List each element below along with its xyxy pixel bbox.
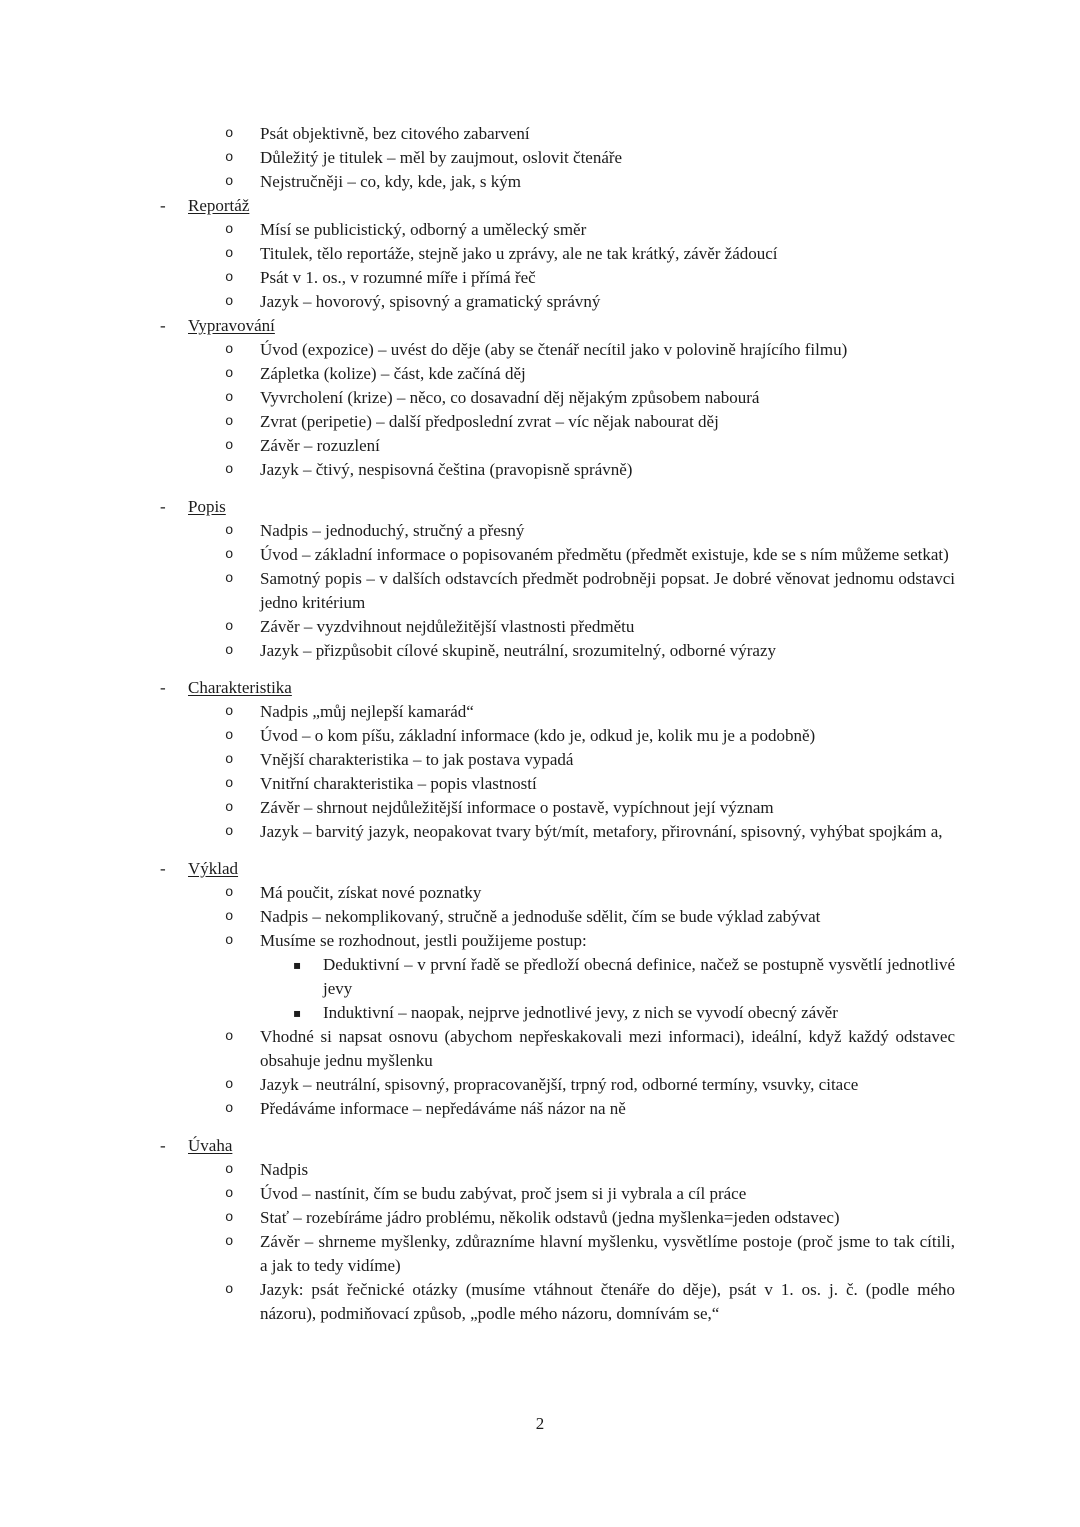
- list-item-text: Zápletka (kolize) – část, kde začíná děj: [260, 364, 526, 383]
- dash-bullet-icon: -: [160, 497, 166, 516]
- circle-bullet-icon: o: [225, 704, 234, 720]
- list-item-text: Vhodné si napsat osnovu (abychom nepřeskakovali mezi informaci), ideální, když každý odstavec obsahuje jednu myšlenku: [260, 1027, 955, 1070]
- list-item-text: Nadpis – nekomplikovaný, stručně a jednoduše sdělit, čím se bude výklad zabývat: [260, 907, 821, 926]
- list-item-text: Úvod – o kom píšu, základní informace (kdo je, odkud je, kolik mu je a podobně): [260, 726, 816, 745]
- circle-bullet-icon: o: [225, 270, 234, 286]
- circle-bullet-icon: o: [225, 909, 234, 925]
- list-item: [0, 519, 1080, 543]
- list-item: [0, 170, 1080, 194]
- dash-bullet-icon: -: [160, 196, 166, 215]
- list-item-text: Jazyk: psát řečnické otázky (musíme vtáhnout čtenáře do děje), psát v 1. os. j. č. (podle mého názoru), podmiňovací způsob, „podle mého názoru, domnívám se,“: [260, 1280, 955, 1323]
- document-section: [0, 314, 1080, 482]
- section-title: Reportáž: [188, 196, 250, 215]
- circle-bullet-icon: o: [225, 643, 234, 659]
- document-section: [0, 857, 1080, 1121]
- section-title: Vypravování: [188, 316, 275, 335]
- list-item-text: Vnitřní charakteristika – popis vlastností: [260, 774, 537, 793]
- list-item-text: Psát objektivně, bez citového zabarvení: [260, 124, 530, 143]
- circle-bullet-icon: o: [225, 174, 234, 190]
- list-item-text: Důležitý je titulek – měl by zaujmout, oslovit čtenáře: [260, 148, 623, 167]
- list-item-text: Vyvrcholení (krize) – něco, co dosavadní děj nějakým způsobem nabourá: [260, 388, 760, 407]
- circle-bullet-icon: o: [225, 126, 234, 142]
- list-item-text: Zvrat (peripetie) – další předposlední zvrat – víc nějak nabourat děj: [260, 412, 719, 431]
- list-item: [0, 338, 1080, 362]
- section-heading-row: [0, 194, 1080, 218]
- document-section: [0, 194, 1080, 314]
- list-item-text: Deduktivní – v první řadě se předloží obecná definice, načež se postupně vysvětlí jednotlivé jevy: [323, 955, 955, 998]
- list-item: [0, 1206, 1080, 1230]
- list-item-text: Samotný popis – v dalších odstavcích předmět podrobněji popsat. Je dobré věnovat jednomu odstavci jedno kritérium: [260, 569, 955, 612]
- circle-bullet-icon: o: [225, 776, 234, 792]
- circle-bullet-icon: o: [225, 1282, 234, 1298]
- dash-bullet-icon: -: [160, 316, 166, 335]
- list-item-text: Nadpis „můj nejlepší kamarád“: [260, 702, 474, 721]
- circle-bullet-icon: o: [225, 752, 234, 768]
- list-item: [0, 772, 1080, 796]
- circle-bullet-icon: o: [225, 438, 234, 454]
- list-item-text: Induktivní – naopak, nejprve jednotlivé jevy, z nich se vyvodí obecný závěr: [323, 1003, 838, 1022]
- list-item-text: Psát v 1. os., v rozumné míře i přímá řeč: [260, 268, 536, 287]
- list-item: [0, 266, 1080, 290]
- list-item-text: Nejstručněji – co, kdy, kde, jak, s kým: [260, 172, 521, 191]
- circle-bullet-icon: o: [225, 619, 234, 635]
- circle-bullet-icon: o: [225, 1162, 234, 1178]
- list-item: [0, 458, 1080, 482]
- list-item: [0, 796, 1080, 820]
- list-item-text: Závěr – rozuzlení: [260, 436, 380, 455]
- section-heading-row: [0, 676, 1080, 700]
- list-item: [0, 615, 1080, 639]
- document-content: [0, 122, 1080, 1326]
- square-bullet-icon: ▪: [293, 958, 302, 972]
- section-title: Výklad: [188, 859, 239, 878]
- list-item: [0, 881, 1080, 905]
- circle-bullet-icon: o: [225, 1101, 234, 1117]
- circle-bullet-icon: o: [225, 1186, 234, 1202]
- circle-bullet-icon: o: [225, 571, 234, 587]
- circle-bullet-icon: o: [225, 390, 234, 406]
- list-item: [0, 1097, 1080, 1121]
- list-item: [0, 700, 1080, 724]
- circle-bullet-icon: o: [225, 523, 234, 539]
- circle-bullet-icon: o: [225, 547, 234, 563]
- list-item: [0, 543, 1080, 567]
- circle-bullet-icon: o: [225, 366, 234, 382]
- list-item: [0, 724, 1080, 748]
- list-item: [0, 362, 1080, 386]
- list-item: [0, 1025, 1080, 1073]
- circle-bullet-icon: o: [225, 885, 234, 901]
- list-item-text: Mísí se publicistický, odborný a umělecký směr: [260, 220, 587, 239]
- page-number: 2: [535, 1414, 545, 1433]
- list-item: [0, 410, 1080, 434]
- list-item: [0, 146, 1080, 170]
- list-item-text: Jazyk – neutrální, spisovný, propracovanější, trpný rod, odborné termíny, vsuvky, citace: [260, 1075, 859, 1094]
- circle-bullet-icon: o: [225, 150, 234, 166]
- section-heading-row: [0, 495, 1080, 519]
- circle-bullet-icon: o: [225, 1210, 234, 1226]
- list-item: [0, 905, 1080, 929]
- list-item-text: Jazyk – barvitý jazyk, neopakovat tvary být/mít, metafory, přirovnání, spisovný, vyhýbat spojkám a,: [260, 822, 943, 841]
- list-item: [0, 1278, 1080, 1326]
- dash-bullet-icon: -: [160, 1136, 166, 1155]
- list-item-text: Vnější charakteristika – to jak postava vypadá: [260, 750, 574, 769]
- list-item-text: Jazyk – hovorový, spisovný a gramatický správný: [260, 292, 601, 311]
- list-item: [0, 242, 1080, 266]
- circle-bullet-icon: o: [225, 1077, 234, 1093]
- list-item-text: Jazyk – přizpůsobit cílové skupině, neutrální, srozumitelný, odborné výrazy: [260, 641, 777, 660]
- list-item-text: Předáváme informace – nepředáváme náš názor na ně: [260, 1099, 626, 1118]
- list-item: [0, 639, 1080, 663]
- list-item-text: Závěr – shrnout nejdůležitější informace o postavě, vypíchnout její význam: [260, 798, 774, 817]
- square-bullet-icon: ▪: [293, 1006, 302, 1020]
- list-item-text: Titulek, tělo reportáže, stejně jako u zprávy, ale ne tak krátký, závěr žádoucí: [260, 244, 778, 263]
- section-heading-row: [0, 857, 1080, 881]
- circle-bullet-icon: o: [225, 414, 234, 430]
- list-item: [0, 218, 1080, 242]
- document-section: [0, 495, 1080, 663]
- dash-bullet-icon: -: [160, 859, 166, 878]
- list-item-text: Má poučit, získat nové poznatky: [260, 883, 482, 902]
- list-item: [0, 1001, 1080, 1025]
- list-item: [0, 953, 1080, 1001]
- list-item: [0, 820, 1080, 844]
- list-item: [0, 929, 1080, 953]
- list-item: [0, 1158, 1080, 1182]
- circle-bullet-icon: o: [225, 246, 234, 262]
- circle-bullet-icon: o: [225, 800, 234, 816]
- circle-bullet-icon: o: [225, 294, 234, 310]
- list-item-text: Stať – rozebíráme jádro problému, několik odstavů (jedna myšlenka=jeden odstavec): [260, 1208, 840, 1227]
- list-item: [0, 1073, 1080, 1097]
- list-item-text: Úvod – základní informace o popisovaném předmětu (předmět existuje, kde se s ním můžeme setkat): [260, 545, 949, 564]
- list-item-text: Závěr – vyzdvihnout nejdůležitější vlastnosti předmětu: [260, 617, 635, 636]
- document-section: [0, 122, 1080, 194]
- section-heading-row: [0, 1134, 1080, 1158]
- list-item-text: Musíme se rozhodnout, jestli použijeme postup:: [260, 931, 587, 950]
- list-item: [0, 386, 1080, 410]
- list-item: [0, 1182, 1080, 1206]
- document-section: [0, 676, 1080, 844]
- dash-bullet-icon: -: [160, 678, 166, 697]
- list-item-text: Úvod – nastínit, čím se budu zabývat, proč jsem si ji vybrala a cíl práce: [260, 1184, 747, 1203]
- circle-bullet-icon: o: [225, 933, 234, 949]
- circle-bullet-icon: o: [225, 462, 234, 478]
- list-item: [0, 567, 1080, 615]
- circle-bullet-icon: o: [225, 222, 234, 238]
- list-item: [0, 290, 1080, 314]
- list-item: [0, 748, 1080, 772]
- list-item: [0, 122, 1080, 146]
- document-section: [0, 1134, 1080, 1326]
- circle-bullet-icon: o: [225, 824, 234, 840]
- section-title: Úvaha: [188, 1136, 233, 1155]
- section-heading-row: [0, 314, 1080, 338]
- list-item: [0, 434, 1080, 458]
- circle-bullet-icon: o: [225, 342, 234, 358]
- list-item-text: Úvod (expozice) – uvést do děje (aby se čtenář necítil jako v polovině hrajícího filmu): [260, 340, 848, 359]
- circle-bullet-icon: o: [225, 1029, 234, 1045]
- list-item-text: Nadpis: [260, 1160, 309, 1179]
- section-title: Popis: [188, 497, 226, 516]
- section-title: Charakteristika: [188, 678, 292, 697]
- list-item-text: Závěr – shrneme myšlenky, zdůrazníme hlavní myšlenku, vysvětlíme postoje (proč jsme to tak cítili, a jak to tedy vidíme): [260, 1232, 955, 1275]
- list-item: [0, 1230, 1080, 1278]
- circle-bullet-icon: o: [225, 728, 234, 744]
- circle-bullet-icon: o: [225, 1234, 234, 1250]
- list-item-text: Nadpis – jednoduchý, stručný a přesný: [260, 521, 525, 540]
- list-item-text: Jazyk – čtivý, nespisovná čeština (pravopisně správně): [260, 460, 633, 479]
